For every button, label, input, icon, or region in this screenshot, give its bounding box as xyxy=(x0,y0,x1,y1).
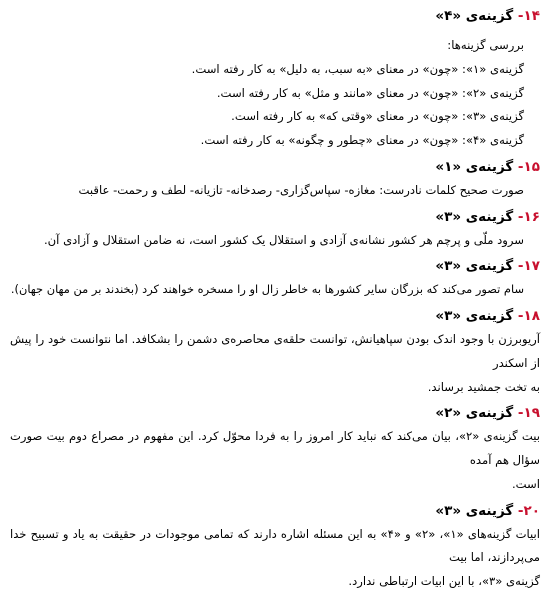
question-heading xyxy=(10,205,540,229)
explanation-line: سرود ملّی و پرچم هر کشور نشانه‌ی آزادی و استقلال یک کشور است، نه ضامن استقلال و آزادی آن. xyxy=(43,232,524,247)
correct-option: گزینه‌ی «۳» xyxy=(435,502,514,519)
question-18 xyxy=(10,304,540,399)
explanation xyxy=(10,278,540,302)
explanation-line: ابیات گزینه‌های «۱»، «۲» و «۴» به این مسئله اشاره دارند که تمامی موجودات در حقیقت به یاد و تسبیح خدا می‌پردازند، اما بیت xyxy=(10,526,540,565)
question-20 xyxy=(10,499,540,594)
question-15 xyxy=(10,155,540,203)
explanation-line: صورت صحیح کلمات نادرست: مغازه- سپاس‌گزاری- رصدخانه- تازیانه- لطف و رحمت- عاقبت xyxy=(78,182,524,197)
question-number: ۱۶- xyxy=(517,208,540,225)
question-number: ۱۸- xyxy=(517,308,540,324)
question-number: ۱۵- xyxy=(517,158,540,175)
explanation-line: بررسی گزینه‌ها: xyxy=(447,38,524,52)
correct-option: گزینه‌ی «۳» xyxy=(435,208,514,225)
explanation xyxy=(10,523,540,594)
question-number: ۱۴- xyxy=(517,8,540,24)
explanation-line: گزینه‌ی «۳»: «چون» در معنای «وقتی که» به کار رفته است. xyxy=(231,109,524,124)
question-16 xyxy=(10,205,540,253)
correct-option: گزینه‌ی «۱» xyxy=(435,158,514,175)
explanation xyxy=(10,425,540,496)
explanation xyxy=(10,179,540,203)
question-heading xyxy=(10,304,540,328)
explanation-line: گزینه‌ی «۱»: «چون» در معنای «به سبب، به دلیل» به کار رفته است. xyxy=(191,61,524,76)
question-heading xyxy=(10,499,540,523)
explanation xyxy=(10,328,540,399)
question-heading xyxy=(10,4,540,28)
explanation-line: سام تصور می‌کند که بزرگان سایر کشورها به خاطر زال او را مسخره خواهند کرد (بخندند بر من مهان جهان). xyxy=(10,282,524,297)
explanation-line: به تخت جمشید برساند. xyxy=(427,379,540,394)
explanation-line: گزینه‌ی «۳»، با این ابیات ارتباطی ندارد. xyxy=(348,574,540,588)
question-heading xyxy=(10,254,540,278)
explanation-line: بیت گزینه‌ی «۲»، بیان می‌کند که نباید کار امروز را به فردا محوّل کرد. این مفهوم در مصراع دوم بیت صورت سؤال هم آمده xyxy=(10,429,540,467)
question-heading xyxy=(10,155,540,179)
question-14 xyxy=(10,4,540,153)
question-17 xyxy=(10,254,540,302)
question-number: ۱۹- xyxy=(517,405,540,422)
correct-option: گزینه‌ی «۳» xyxy=(435,258,514,275)
correct-option: گزینه‌ی «۲» xyxy=(435,405,514,422)
question-heading xyxy=(10,401,540,425)
explanation xyxy=(10,34,540,153)
explanation-line: گزینه‌ی «۲»: «چون» در معنای «مانند و مثل» به کار رفته است. xyxy=(216,85,524,100)
explanation-line: آریوبرزن با وجود اندک بودن سپاهیانش، توانست حلقه‌ی محاصره‌ی دشمن را بشکافد. اما نتوانست خود را پیش از اسکندر xyxy=(10,332,540,370)
explanation-line: گزینه‌ی «۴»: «چون» در معنای «چطور و چگونه» به کار رفته است. xyxy=(200,133,524,147)
question-19 xyxy=(10,401,540,496)
explanation-line: است. xyxy=(511,476,540,491)
explanation xyxy=(10,229,540,253)
correct-option: گزینه‌ی «۳» xyxy=(435,308,514,324)
correct-option: گزینه‌ی «۴» xyxy=(435,8,514,24)
question-number: ۱۷- xyxy=(517,258,540,275)
question-number: ۲۰- xyxy=(517,502,540,519)
